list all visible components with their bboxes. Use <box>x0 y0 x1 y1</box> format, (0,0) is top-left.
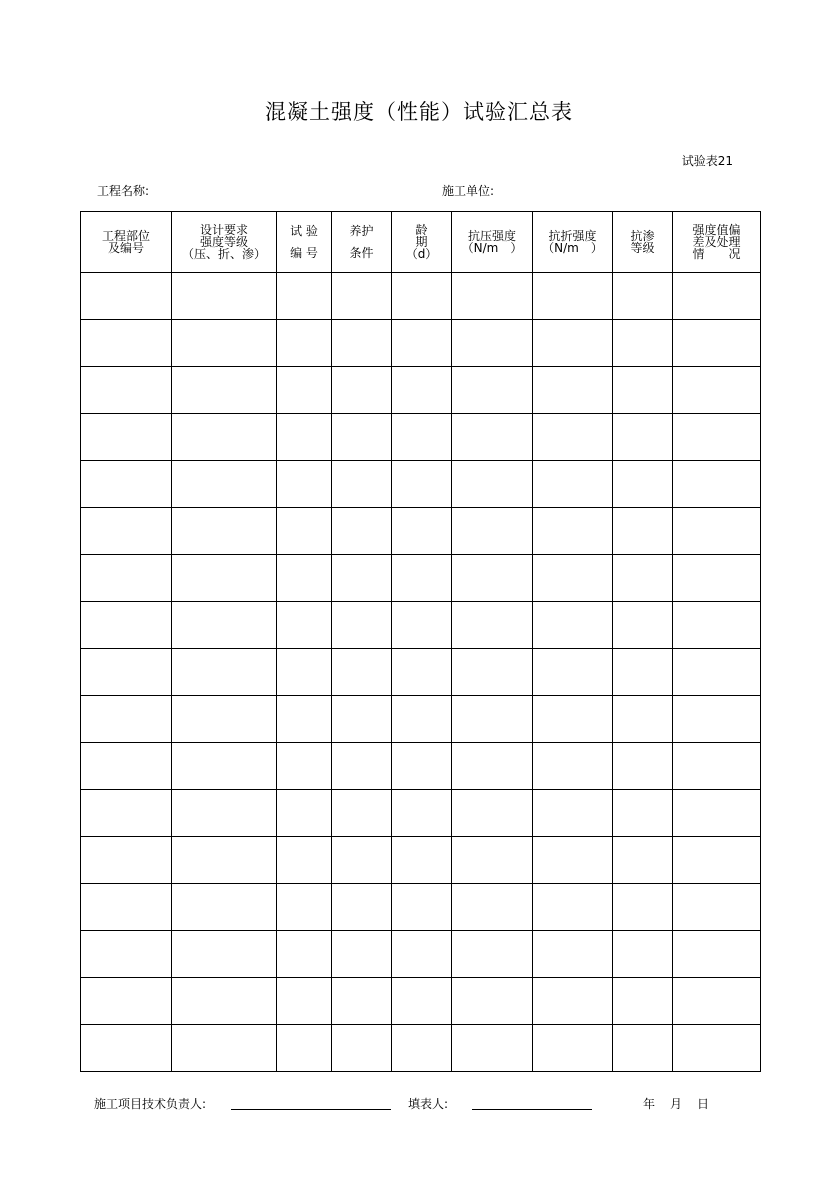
table-cell[interactable] <box>613 884 673 931</box>
table-cell[interactable] <box>533 414 613 461</box>
table-cell[interactable] <box>392 602 452 649</box>
table-cell[interactable] <box>673 320 761 367</box>
table-cell[interactable] <box>81 555 172 602</box>
table-cell[interactable] <box>332 414 392 461</box>
table-body <box>81 273 761 1072</box>
table-cell[interactable] <box>613 414 673 461</box>
table-row <box>81 320 761 367</box>
table-cell[interactable] <box>81 931 172 978</box>
filler-signature-line[interactable] <box>472 1109 592 1110</box>
table-cell[interactable] <box>172 790 277 837</box>
table-cell[interactable] <box>673 602 761 649</box>
table-row <box>81 273 761 320</box>
project-name-label: 工程名称: <box>97 184 150 198</box>
table-row <box>81 884 761 931</box>
table-row <box>81 790 761 837</box>
table-cell[interactable] <box>392 508 452 555</box>
table-cell[interactable] <box>452 649 533 696</box>
table-cell[interactable] <box>392 649 452 696</box>
table-cell[interactable] <box>332 273 392 320</box>
table-cell[interactable] <box>332 931 392 978</box>
table-cell[interactable] <box>392 461 452 508</box>
table-cell[interactable] <box>172 931 277 978</box>
table-cell[interactable] <box>673 696 761 743</box>
table-cell[interactable] <box>673 931 761 978</box>
table-cell[interactable] <box>613 978 673 1025</box>
table-cell[interactable] <box>172 320 277 367</box>
tech-lead-signature-line[interactable] <box>231 1109 391 1110</box>
col-header-test-number: 试 验 编 号 <box>277 212 332 273</box>
table-cell[interactable] <box>172 978 277 1025</box>
table-cell[interactable] <box>613 743 673 790</box>
col-header-design-grade: 设计要求 强度等级 （压、折、渗） <box>172 212 277 273</box>
table-row <box>81 696 761 743</box>
table-cell[interactable] <box>332 978 392 1025</box>
summary-table <box>80 211 761 1072</box>
table-cell[interactable] <box>452 320 533 367</box>
table-cell[interactable] <box>392 1025 452 1072</box>
table-cell[interactable] <box>673 978 761 1025</box>
table-cell[interactable] <box>673 367 761 414</box>
col-header-deviation: 强度值偏 差及处理 情 况 <box>673 212 761 273</box>
table-cell[interactable] <box>277 273 332 320</box>
table-cell[interactable] <box>533 555 613 602</box>
table-cell[interactable] <box>392 743 452 790</box>
table-cell[interactable] <box>452 1025 533 1072</box>
table-cell[interactable] <box>392 367 452 414</box>
table-cell[interactable] <box>452 837 533 884</box>
page-title: 混凝土强度（性能）试验汇总表 <box>265 100 573 124</box>
table-cell[interactable] <box>452 461 533 508</box>
table-cell[interactable] <box>392 790 452 837</box>
table-cell[interactable] <box>392 414 452 461</box>
table-cell[interactable] <box>613 461 673 508</box>
table-cell[interactable] <box>277 508 332 555</box>
table-cell[interactable] <box>673 649 761 696</box>
form-number: 试验表21 <box>681 154 733 168</box>
table-cell[interactable] <box>81 320 172 367</box>
table-cell[interactable] <box>277 790 332 837</box>
table-cell[interactable] <box>172 508 277 555</box>
table-row <box>81 508 761 555</box>
table-cell[interactable] <box>533 508 613 555</box>
table-cell[interactable] <box>613 649 673 696</box>
table-cell[interactable] <box>673 414 761 461</box>
table-cell[interactable] <box>613 931 673 978</box>
table-cell[interactable] <box>533 837 613 884</box>
table-cell[interactable] <box>392 978 452 1025</box>
table-row <box>81 978 761 1025</box>
table-cell[interactable] <box>452 414 533 461</box>
table-cell[interactable] <box>277 696 332 743</box>
table-row <box>81 743 761 790</box>
table-cell[interactable] <box>673 461 761 508</box>
table-cell[interactable] <box>81 884 172 931</box>
table-cell[interactable] <box>533 931 613 978</box>
table-cell[interactable] <box>673 790 761 837</box>
table-cell[interactable] <box>277 1025 332 1072</box>
table-cell[interactable] <box>332 320 392 367</box>
table-cell[interactable] <box>172 1025 277 1072</box>
table-cell[interactable] <box>613 320 673 367</box>
table-cell[interactable] <box>81 837 172 884</box>
table-cell[interactable] <box>613 367 673 414</box>
table-cell[interactable] <box>673 743 761 790</box>
table-cell[interactable] <box>452 273 533 320</box>
table-cell[interactable] <box>392 273 452 320</box>
table-cell[interactable] <box>452 978 533 1025</box>
table-cell[interactable] <box>533 884 613 931</box>
table-cell[interactable] <box>613 602 673 649</box>
table-cell[interactable] <box>452 602 533 649</box>
table-cell[interactable] <box>172 884 277 931</box>
table-cell[interactable] <box>81 508 172 555</box>
table-cell[interactable] <box>332 367 392 414</box>
table-cell[interactable] <box>81 978 172 1025</box>
table-row <box>81 367 761 414</box>
table-cell[interactable] <box>533 1025 613 1072</box>
col-header-compressive: 抗压强度 （N/m ） <box>452 212 533 273</box>
header-row <box>81 212 761 273</box>
table-cell[interactable] <box>613 837 673 884</box>
table-cell[interactable] <box>332 743 392 790</box>
table-cell[interactable] <box>81 367 172 414</box>
table-row <box>81 837 761 884</box>
table-cell[interactable] <box>533 649 613 696</box>
date-day-label: 日 <box>697 1097 710 1111</box>
col-header-age: 龄 期 （d） <box>392 212 452 273</box>
table-cell[interactable] <box>613 696 673 743</box>
table-cell[interactable] <box>613 1025 673 1072</box>
table-cell[interactable] <box>172 414 277 461</box>
table-cell[interactable] <box>533 320 613 367</box>
table-cell[interactable] <box>392 884 452 931</box>
table-cell[interactable] <box>392 555 452 602</box>
table-cell[interactable] <box>613 555 673 602</box>
table-cell[interactable] <box>533 696 613 743</box>
table-row <box>81 931 761 978</box>
table-cell[interactable] <box>533 743 613 790</box>
table-cell[interactable] <box>452 931 533 978</box>
table-cell[interactable] <box>533 461 613 508</box>
table-cell[interactable] <box>172 602 277 649</box>
table-cell[interactable] <box>277 837 332 884</box>
table-row <box>81 1025 761 1072</box>
table-cell[interactable] <box>277 602 332 649</box>
table-row <box>81 555 761 602</box>
table-cell[interactable] <box>452 555 533 602</box>
table-row <box>81 602 761 649</box>
table-cell[interactable] <box>172 367 277 414</box>
table-cell[interactable] <box>332 602 392 649</box>
table-cell[interactable] <box>392 931 452 978</box>
table-cell[interactable] <box>277 931 332 978</box>
table-cell[interactable] <box>172 743 277 790</box>
col-header-flexural: 抗折强度 （N/m ） <box>533 212 613 273</box>
table-cell[interactable] <box>613 790 673 837</box>
table-cell[interactable] <box>452 508 533 555</box>
table-cell[interactable] <box>392 837 452 884</box>
table-cell[interactable] <box>452 743 533 790</box>
date-year-label: 年 <box>643 1097 656 1111</box>
table-cell[interactable] <box>81 273 172 320</box>
tech-lead-label: 施工项目技术负责人: <box>94 1097 207 1111</box>
table-cell[interactable] <box>172 273 277 320</box>
table-cell[interactable] <box>277 884 332 931</box>
table-cell[interactable] <box>277 743 332 790</box>
table-cell[interactable] <box>533 367 613 414</box>
table-cell[interactable] <box>452 790 533 837</box>
table-cell[interactable] <box>332 649 392 696</box>
table-cell[interactable] <box>533 273 613 320</box>
table-cell[interactable] <box>613 508 673 555</box>
table-cell[interactable] <box>673 884 761 931</box>
table-cell[interactable] <box>392 696 452 743</box>
table-cell[interactable] <box>81 743 172 790</box>
table-cell[interactable] <box>81 602 172 649</box>
table-cell[interactable] <box>332 790 392 837</box>
table-cell[interactable] <box>673 273 761 320</box>
construction-unit-label: 施工单位: <box>442 184 495 198</box>
table-cell[interactable] <box>277 649 332 696</box>
table-cell[interactable] <box>277 320 332 367</box>
table-cell[interactable] <box>392 320 452 367</box>
table-cell[interactable] <box>172 461 277 508</box>
table-cell[interactable] <box>332 461 392 508</box>
table-cell[interactable] <box>673 837 761 884</box>
table-cell[interactable] <box>332 508 392 555</box>
col-header-impermeability: 抗渗 等级 <box>613 212 673 273</box>
table-cell[interactable] <box>332 837 392 884</box>
table-row <box>81 649 761 696</box>
table-cell[interactable] <box>533 790 613 837</box>
table-cell[interactable] <box>81 1025 172 1072</box>
table-cell[interactable] <box>277 461 332 508</box>
table-cell[interactable] <box>277 414 332 461</box>
filler-label: 填表人: <box>408 1097 449 1111</box>
table-cell[interactable] <box>81 461 172 508</box>
table-cell[interactable] <box>673 508 761 555</box>
table-cell[interactable] <box>172 649 277 696</box>
date-month-label: 月 <box>670 1097 683 1111</box>
table-cell[interactable] <box>277 367 332 414</box>
table-cell[interactable] <box>81 696 172 743</box>
table-cell[interactable] <box>277 555 332 602</box>
table-cell[interactable] <box>81 649 172 696</box>
table-cell[interactable] <box>452 696 533 743</box>
table-cell[interactable] <box>673 1025 761 1072</box>
table-cell[interactable] <box>81 790 172 837</box>
col-header-location: 工程部位 及编号 <box>81 212 172 273</box>
table-cell[interactable] <box>81 414 172 461</box>
table-cell[interactable] <box>332 1025 392 1072</box>
table-cell[interactable] <box>613 273 673 320</box>
col-header-curing: 养护 条件 <box>332 212 392 273</box>
table-cell[interactable] <box>332 696 392 743</box>
table-cell[interactable] <box>172 696 277 743</box>
table-cell[interactable] <box>452 367 533 414</box>
table-cell[interactable] <box>172 555 277 602</box>
table-row <box>81 414 761 461</box>
table-cell[interactable] <box>332 555 392 602</box>
table-cell[interactable] <box>673 555 761 602</box>
table-cell[interactable] <box>452 884 533 931</box>
table-cell[interactable] <box>172 837 277 884</box>
table-row <box>81 461 761 508</box>
table-cell[interactable] <box>533 602 613 649</box>
table-cell[interactable] <box>277 978 332 1025</box>
table-cell[interactable] <box>533 978 613 1025</box>
table-cell[interactable] <box>332 884 392 931</box>
